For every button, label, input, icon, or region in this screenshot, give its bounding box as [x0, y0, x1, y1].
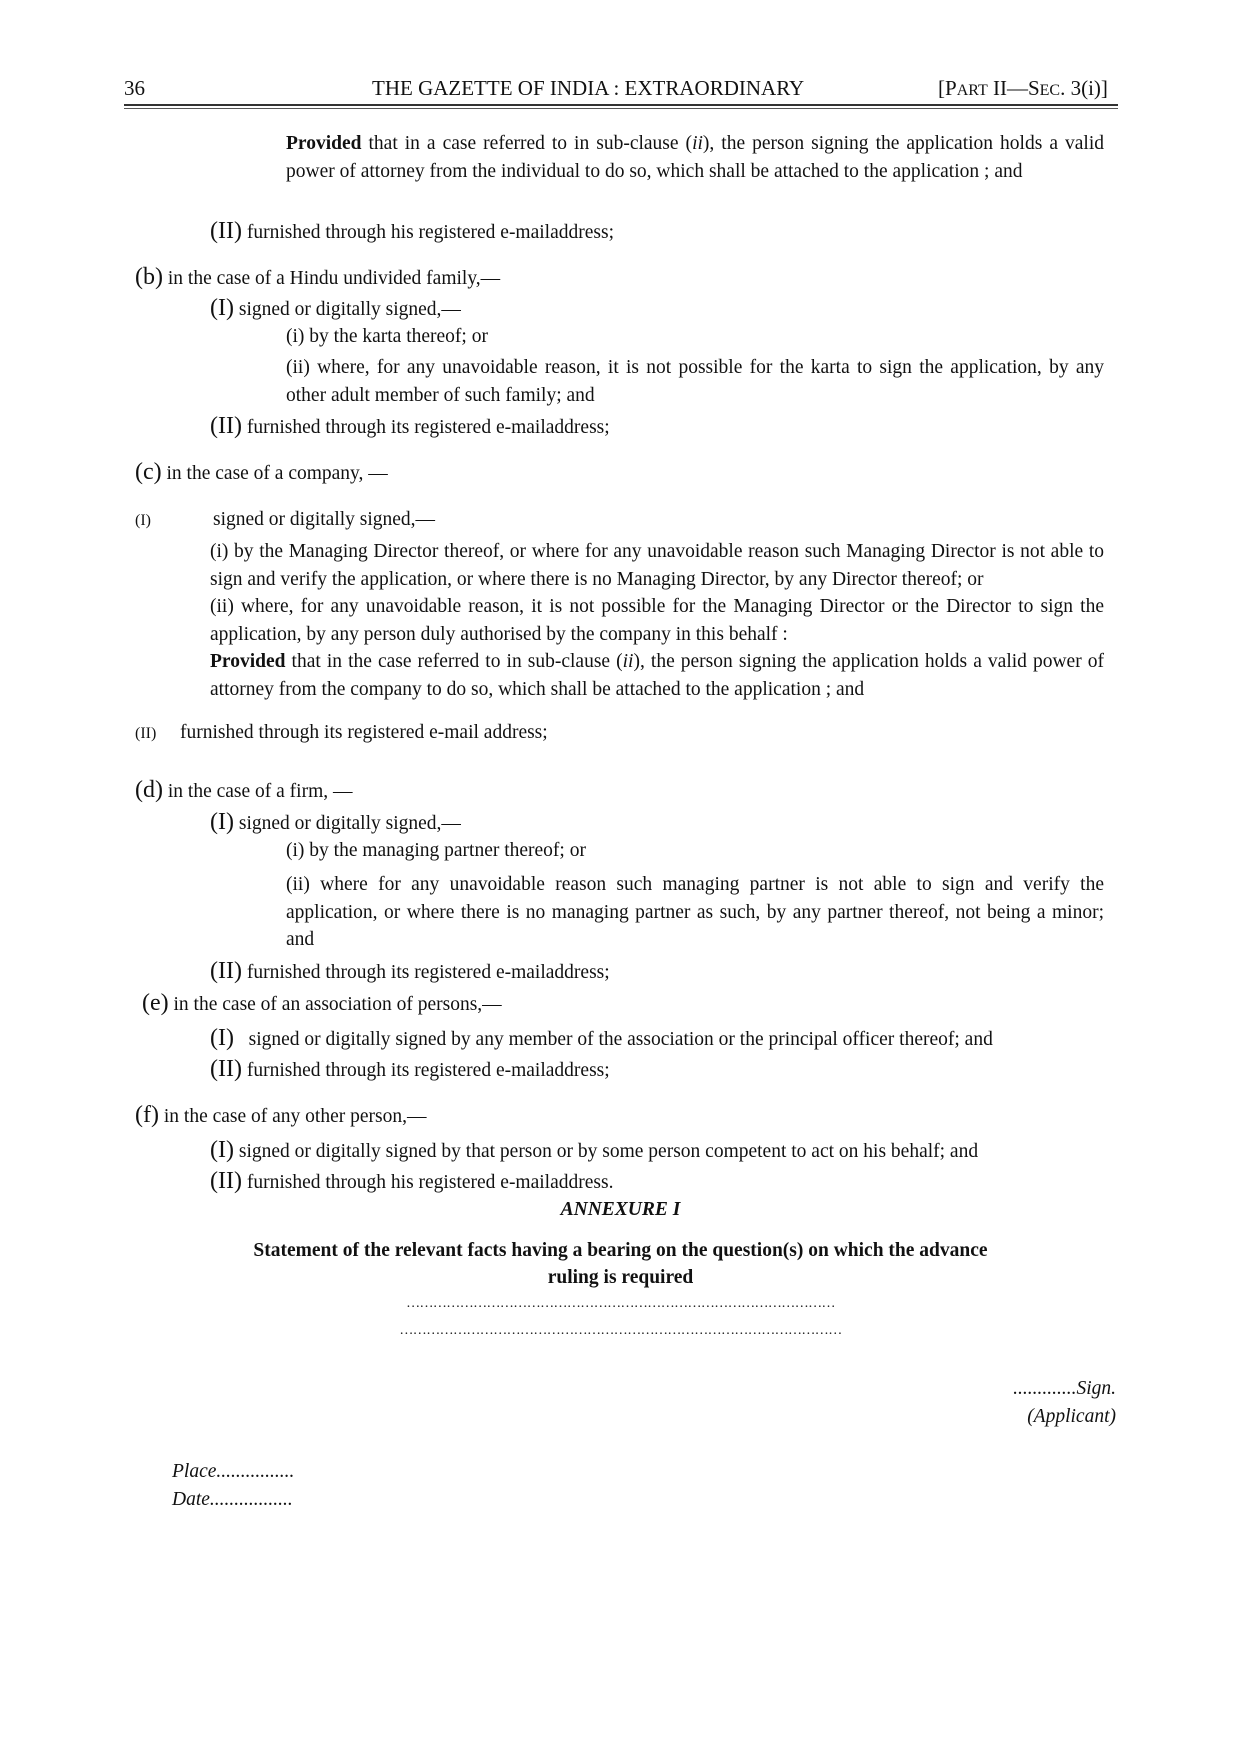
clause-text: signed or digitally signed by that person or by some person competent to act on his behalf; and	[233, 1141, 979, 1162]
applicant-label: (Applicant)	[1027, 1406, 1116, 1427]
dotted-line-2: ………………………………………………………………………………………	[399, 1323, 842, 1338]
proviso-text-b: ), the person signing the application holds a valid power of attorney from the individual to do so, which shall be attached to the application ; and	[286, 133, 1104, 182]
clause-b-i: (i) by the karta thereof; or	[286, 326, 488, 347]
clause-f-I	[210, 1137, 978, 1166]
clause-text: furnished through its registered e-mailaddress;	[241, 1060, 610, 1081]
clause-label: (I)	[210, 809, 234, 835]
clause-d	[135, 777, 353, 806]
header-rule-thin	[124, 108, 1118, 109]
sign-field: .............Sign.	[1013, 1378, 1116, 1399]
clause-c-i: (i) by the Managing Director thereof, or where for any unavoidable reason such Managing Director is not able to sign and verify the application, or where there is no Managing Director, by any Director thereof; or	[210, 541, 1104, 590]
clause-c-II	[135, 719, 156, 748]
clause-text: signed or digitally signed by any member of the association or the principal officer thereof; and	[233, 1029, 993, 1050]
clause-label: (b)	[135, 264, 163, 290]
clause-label: (d)	[135, 777, 163, 803]
clause-label: (II)	[210, 218, 242, 244]
part-small: ART	[956, 82, 988, 99]
clause-label: (II)	[210, 1168, 242, 1194]
clause-label: (II)	[135, 725, 157, 742]
proviso-bold: Provided	[286, 133, 362, 154]
clause-text: furnished through his registered e-mailaddress;	[241, 222, 614, 243]
header-rule	[124, 104, 1118, 106]
clause-c-II-text: furnished through its registered e-mail address;	[180, 722, 548, 743]
proviso-text-b: ), the person signing the application holds a valid power of attorney from the company to do so, which shall be attached to the application ; and	[210, 651, 1104, 700]
clause-text: signed or digitally signed,—	[233, 299, 461, 320]
proviso-italic: ii	[692, 133, 703, 154]
clause-text: in the case of any other person,—	[158, 1106, 427, 1127]
clause-label: (II)	[210, 413, 242, 439]
clause-label: (e)	[142, 990, 169, 1016]
clause-d-II	[210, 958, 610, 987]
part-section	[938, 76, 1108, 101]
clause-text: furnished through its registered e-mailaddress;	[241, 417, 610, 438]
clause-e-I	[210, 1025, 993, 1054]
clause-d-ii: (ii) where for any unavoidable reason such managing partner is not able to sign and verify the application, or where there is no managing partner as such, by any partner thereof, not being a minor; and	[286, 874, 1104, 950]
clause-c-I	[135, 506, 151, 535]
clause-c-ii: (ii) where, for any unavoidable reason, it is not possible for the Managing Director or the Director to sign the application, by any person duly authorised by the company in this behalf :	[210, 596, 1104, 645]
clause-label: (c)	[135, 459, 162, 485]
proviso-text-a: that in a case referred to in sub-clause (	[361, 133, 693, 154]
sec-small: EC	[1039, 82, 1061, 99]
clause-b-ii: (ii) where, for any unavoidable reason, it is not possible for the karta to sign the application, by any other adult member of such family; and	[286, 357, 1104, 406]
clause-e-II	[210, 1056, 610, 1085]
clause-f	[135, 1102, 426, 1131]
clause-c	[135, 459, 388, 488]
dotted-line-1: ……………………………………………………………………………………	[406, 1296, 835, 1311]
clause-d-i: (i) by the managing partner thereof; or	[286, 840, 586, 861]
clause-text: furnished through his registered e-mailaddress.	[241, 1172, 614, 1193]
place-field: Place................	[172, 1461, 295, 1482]
clause-label: (II)	[210, 958, 242, 984]
clause-b-I	[210, 295, 461, 324]
annexure-statement-line1: Statement of the relevant facts having a bearing on the question(s) on which the advance	[253, 1240, 988, 1261]
date-field: Date.................	[172, 1489, 293, 1510]
clause-label: (II)	[210, 1056, 242, 1082]
clause-text: in the case of an association of persons,—	[168, 994, 502, 1015]
annexure-statement-line2: ruling is required	[547, 1267, 694, 1288]
clause-d-I	[210, 809, 461, 838]
clause-label: (I)	[210, 1137, 234, 1163]
clause-label: (I)	[210, 1025, 234, 1051]
part-mid: II—S	[987, 76, 1040, 100]
clause-c-I-text: signed or digitally signed,—	[213, 509, 436, 530]
clause-label: (f)	[135, 1102, 159, 1128]
proviso-individual	[286, 130, 1104, 185]
clause-label: (I)	[135, 512, 151, 529]
top-clause-II	[210, 218, 614, 247]
clause-text: signed or digitally signed,—	[233, 813, 461, 834]
clause-text: in the case of a firm, —	[162, 781, 353, 802]
part-prefix: [P	[938, 76, 957, 100]
clause-text: furnished through its registered e-mailaddress;	[241, 962, 610, 983]
clause-text: in the case of a Hindu undivided family,—	[162, 268, 501, 289]
clause-b	[135, 264, 500, 293]
clause-label: (I)	[210, 295, 234, 321]
clause-f-II	[210, 1168, 613, 1197]
proviso-company	[210, 648, 1104, 703]
gazette-title: THE GAZETTE OF INDIA : EXTRAORDINARY	[372, 76, 805, 100]
clause-b-II	[210, 413, 610, 442]
part-suffix: . 3(i)]	[1060, 76, 1108, 100]
annexure-title: ANNEXURE I	[560, 1199, 681, 1220]
clause-e	[142, 990, 502, 1019]
page-number: 36	[124, 76, 145, 100]
proviso-bold: Provided	[210, 651, 286, 672]
proviso-italic: ii	[622, 651, 634, 672]
clause-text: in the case of a company, —	[161, 463, 388, 484]
proviso-text-a: that in the case referred to in sub-clause (	[285, 651, 623, 672]
